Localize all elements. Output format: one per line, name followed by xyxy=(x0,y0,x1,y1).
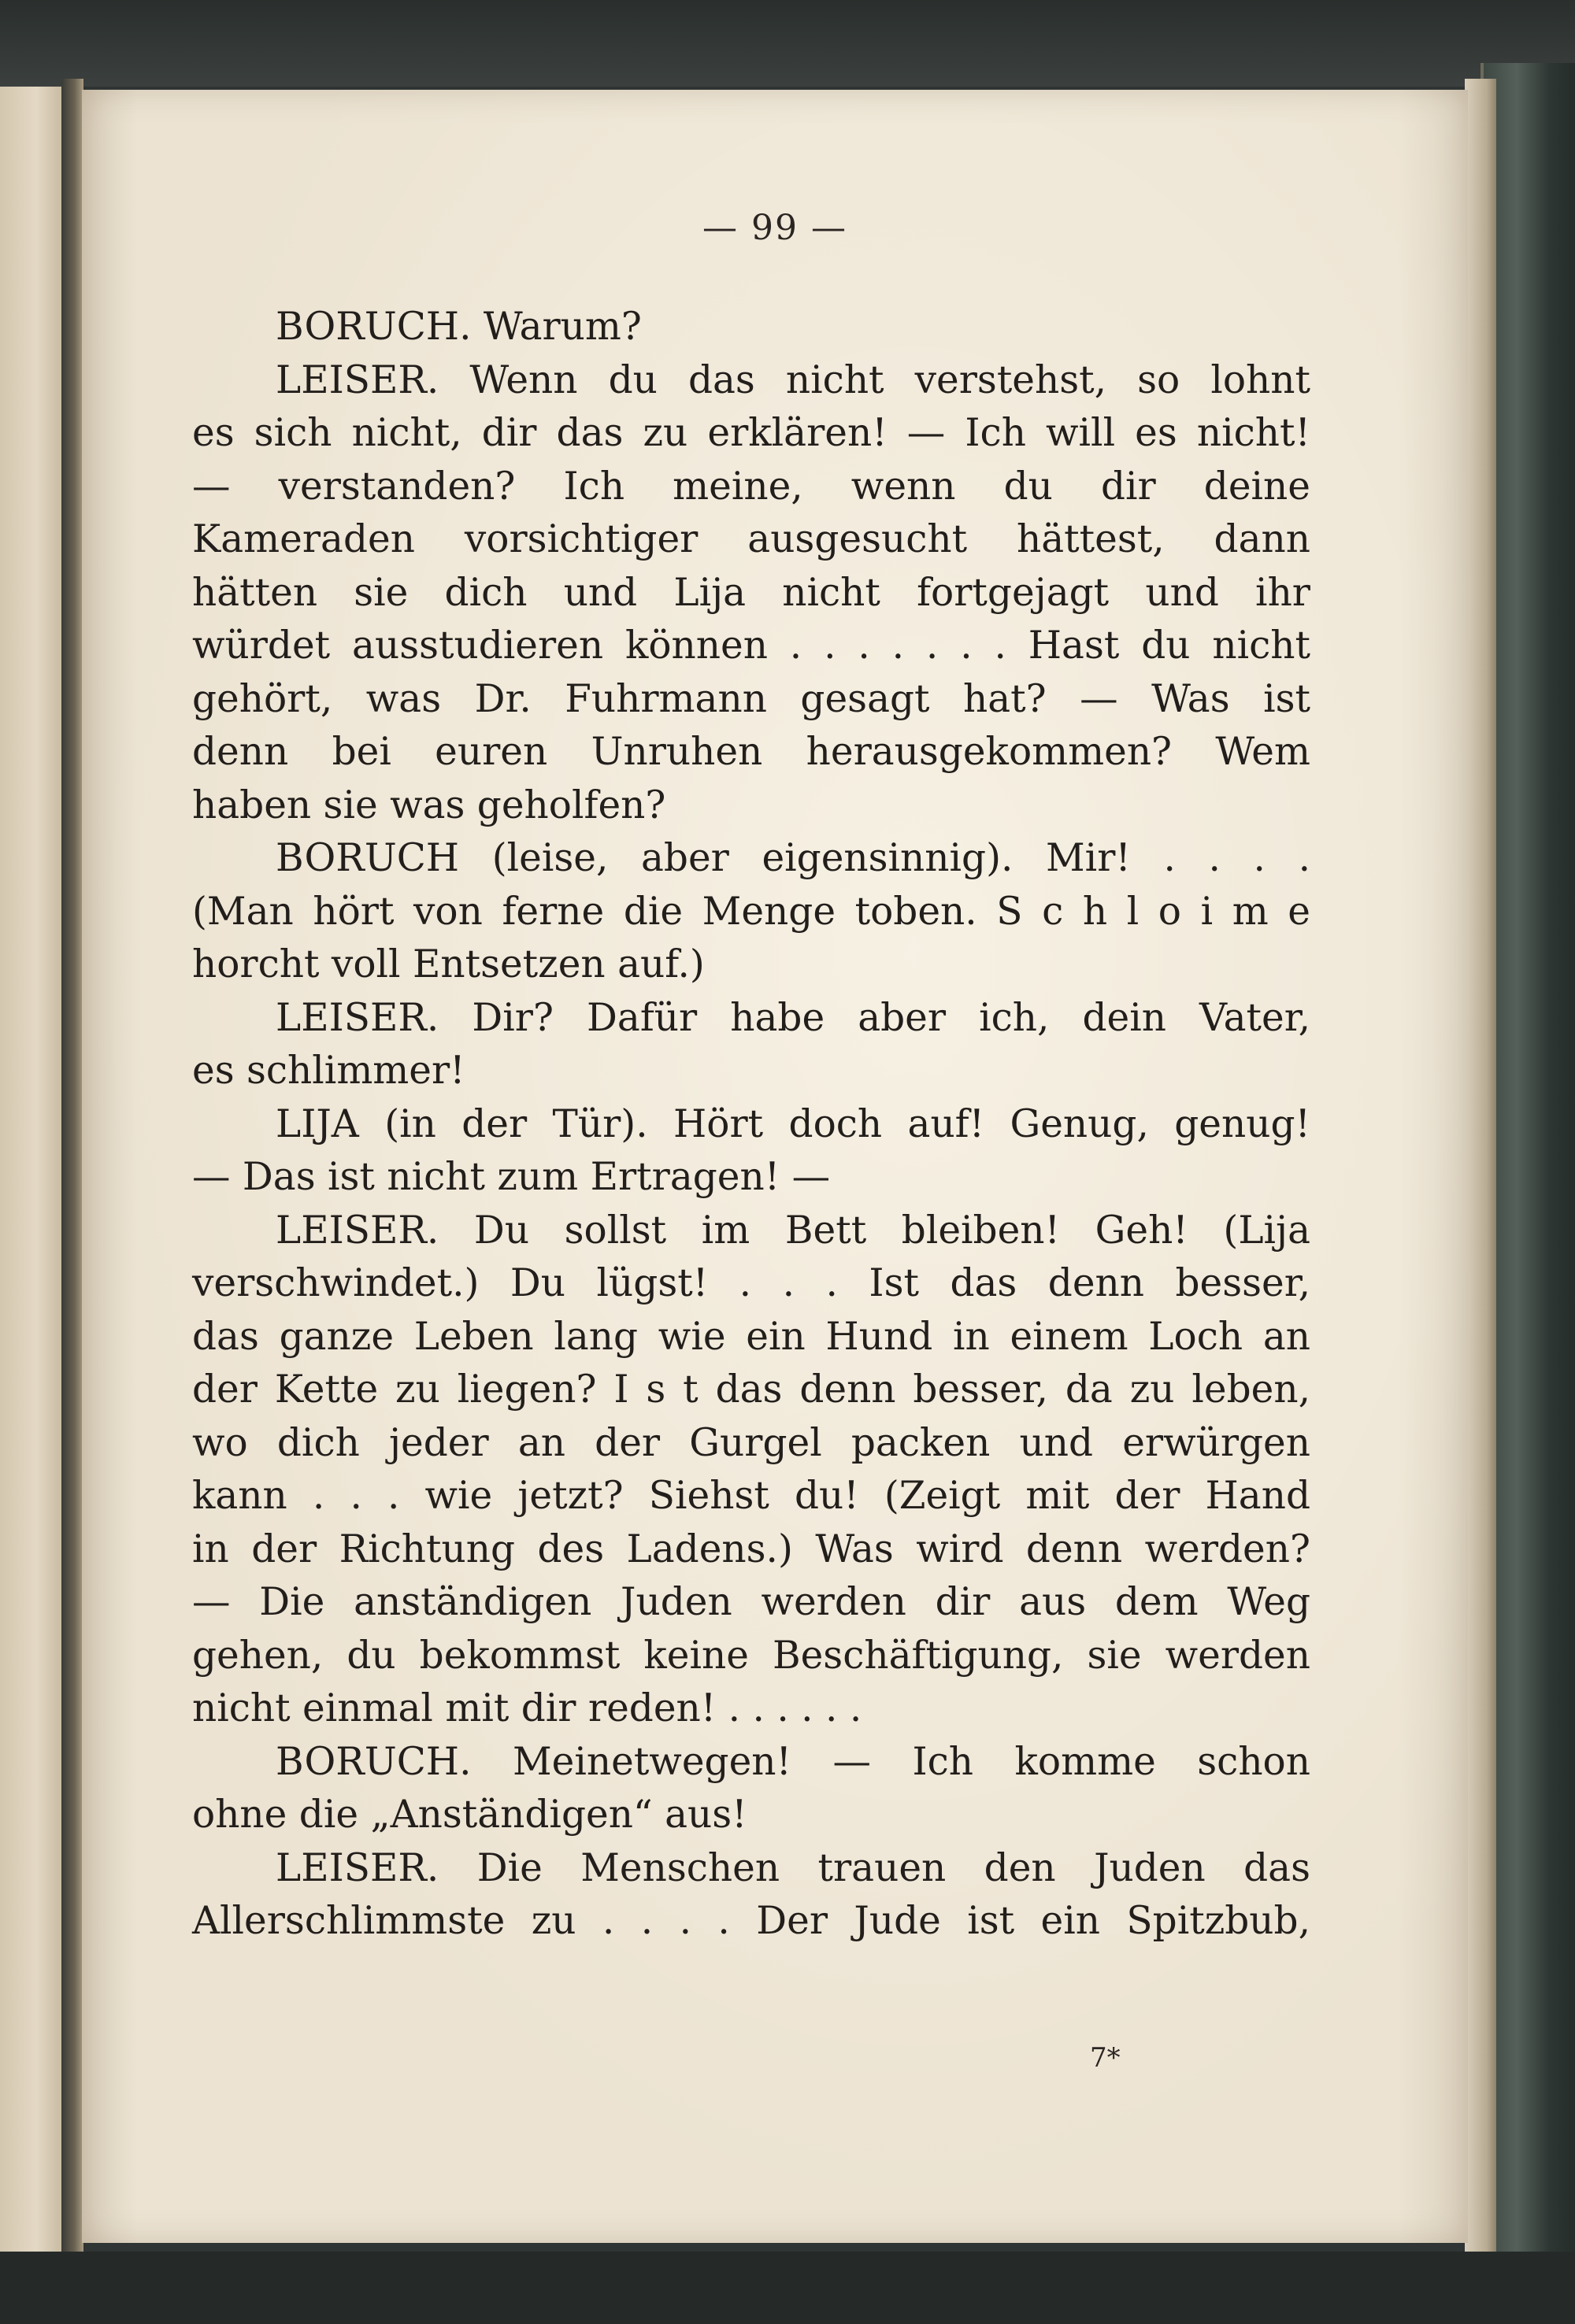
background-top xyxy=(0,0,1575,87)
text-line: LIJA (in der Tür). Hört doch auf! Genug, genug! xyxy=(276,1101,1310,1146)
text-line: horcht voll Entsetzen auf.) xyxy=(192,942,705,986)
text-line: hätten sie dich und Lija nicht fortgejagt und ihr xyxy=(192,570,1310,615)
text-line: BORUCH. Meinetwegen! — Ich komme schon xyxy=(276,1739,1310,1784)
text-line: BORUCH (leise, aber eigensinnig). Mir! . . . . xyxy=(276,836,1310,880)
page-number-header: — 99 — xyxy=(702,208,847,248)
text-line: wo dich jeder an der Gurgel packen und erwürgen xyxy=(192,1420,1310,1465)
book-gutter xyxy=(61,79,83,2267)
text-line: LEISER. Du sollst im Bett bleiben! Geh! (Lija xyxy=(276,1208,1310,1253)
text-line: der Kette zu liegen? I s t das denn besser, da zu leben, xyxy=(192,1367,1310,1412)
text-line: LEISER. Wenn du das nicht verstehst, so lohnt xyxy=(276,357,1310,402)
text-line: LEISER. Die Menschen trauen den Juden das xyxy=(276,1845,1310,1890)
text-line: denn bei euren Unruhen herausgekommen? Wem xyxy=(192,730,1310,774)
text-line: es schlimmer! xyxy=(192,1049,465,1093)
text-line: Kameraden vorsichtiger ausgesucht hättest, dann xyxy=(192,517,1310,561)
page-text xyxy=(192,301,1310,1948)
text-line: LEISER. Dir? Dafür habe aber ich, dein Vater, xyxy=(276,995,1310,1040)
text-line: (Man hört von ferne die Menge toben. S c h l o i m e xyxy=(192,889,1310,934)
text-line: — verstanden? Ich meine, wenn du dir deine xyxy=(192,464,1310,509)
text-line: verschwindet.) Du lügst! . . . Ist das denn besser, xyxy=(192,1261,1310,1305)
text-line: — Das ist nicht zum Ertragen! — xyxy=(192,1155,831,1199)
text-line: kann . . . wie jetzt? Siehst du! (Zeigt mit der Hand xyxy=(192,1474,1310,1518)
background-bottom xyxy=(0,2252,1575,2324)
text-line: gehen, du bekommst keine Beschäftigung, sie werden xyxy=(192,1633,1310,1678)
text-line: BORUCH. Warum? xyxy=(276,305,642,349)
text-line: es sich nicht, dir das zu erklären! — Ich will es nicht! xyxy=(192,411,1310,455)
text-line: haben sie was geholfen? xyxy=(192,783,666,827)
text-line: würdet ausstudieren können . . . . . . . Hast du nicht xyxy=(192,624,1310,668)
text-line: Allerschlimmste zu . . . . Der Jude ist ein Spitzbub, xyxy=(192,1899,1310,1943)
text-line: das ganze Leben lang wie ein Hund in einem Loch an xyxy=(192,1314,1310,1359)
text-line: ohne die „Anständigen“ aus! xyxy=(192,1793,747,1837)
text-line: — Die anständigen Juden werden dir aus dem Weg xyxy=(192,1580,1310,1624)
signature-mark: 7* xyxy=(1090,2042,1121,2074)
page-stack-edge xyxy=(1465,79,1496,2267)
text-line: gehört, was Dr. Fuhrmann gesagt hat? — Was ist xyxy=(192,676,1310,721)
text-line: nicht einmal mit dir reden! . . . . . . xyxy=(192,1686,862,1730)
text-line: in der Richtung des Ladens.) Was wird denn werden? xyxy=(192,1527,1310,1571)
book-page xyxy=(82,90,1468,2243)
